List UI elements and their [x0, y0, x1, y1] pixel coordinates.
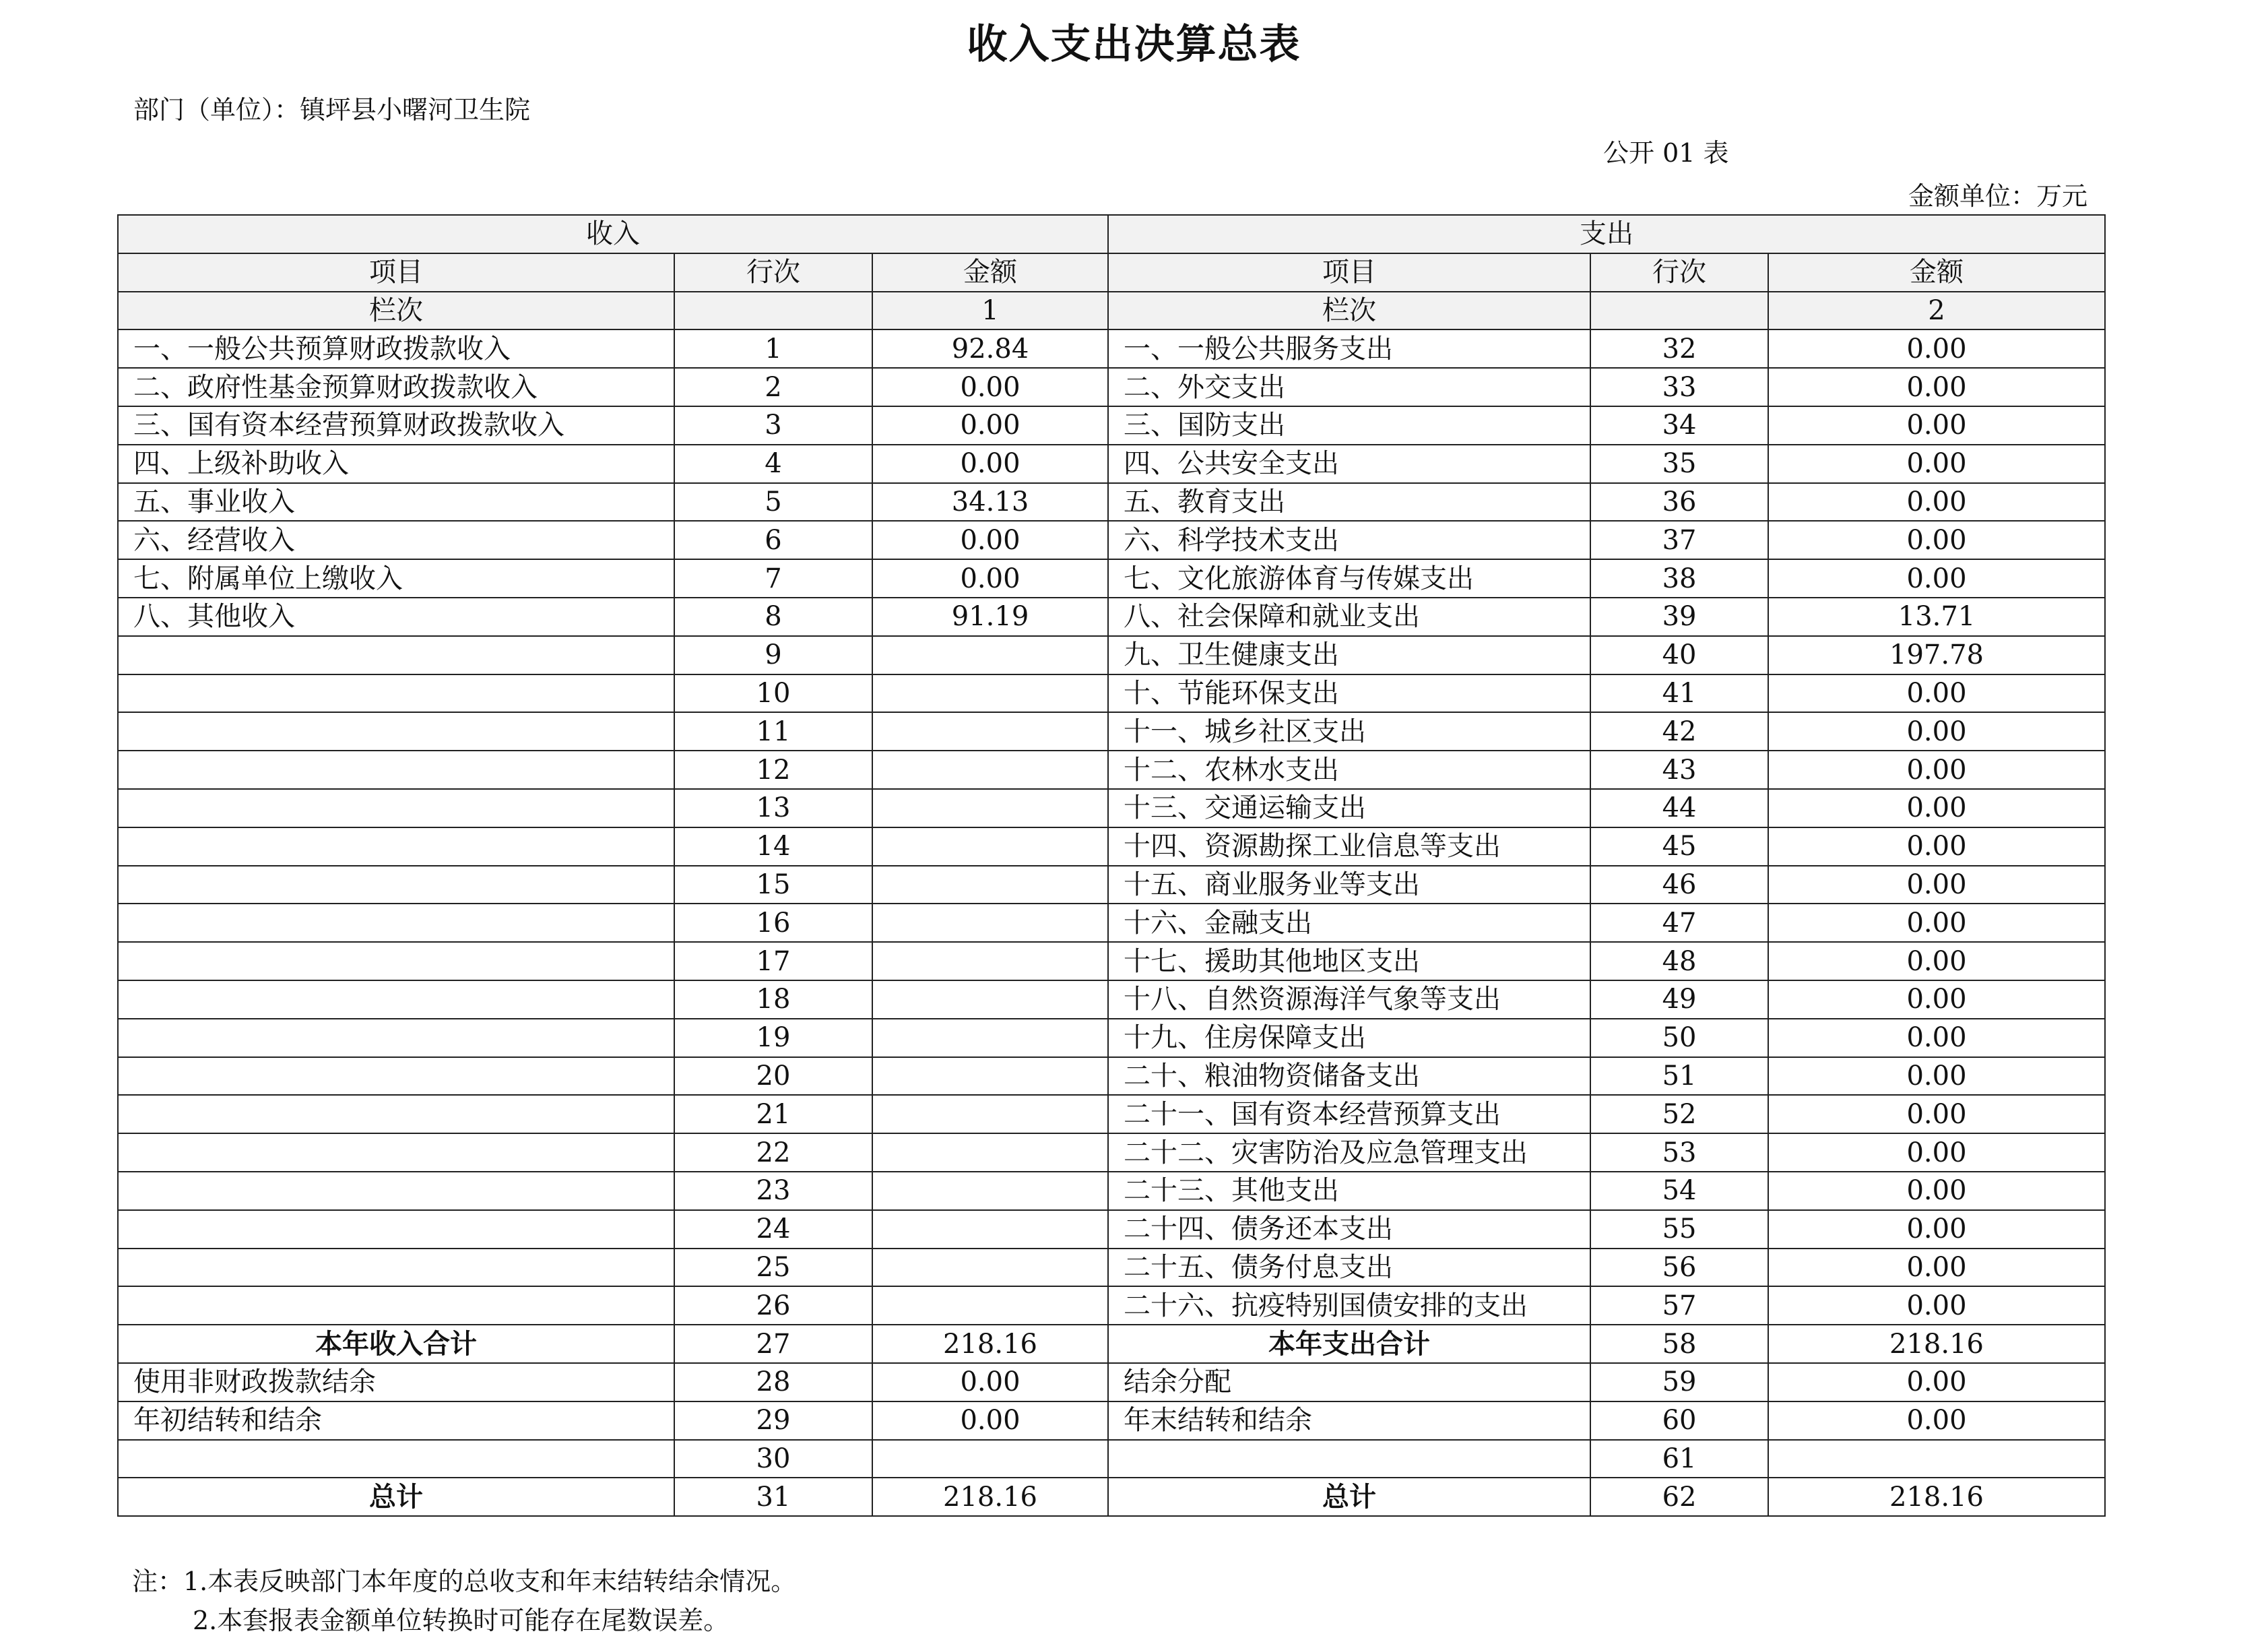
income-item-cell — [118, 1057, 674, 1096]
table-row — [118, 483, 2105, 522]
income-amount-cell: 0.00 — [872, 1363, 1108, 1401]
income-amount-cell — [872, 1249, 1108, 1287]
expense-line-cell: 45 — [1590, 827, 1768, 866]
expense-item-cell: 二十四、债务还本支出 — [1108, 1210, 1590, 1249]
expense-amount-cell: 0.00 — [1768, 1401, 2105, 1440]
expense-amount-cell: 0.00 — [1768, 1210, 2105, 1249]
expense-line-header: 行次 — [1590, 253, 1768, 292]
income-amount-cell: 0.00 — [872, 1401, 1108, 1440]
table-row — [118, 598, 2105, 636]
expense-line-cell: 43 — [1590, 751, 1768, 789]
income-line-cell: 25 — [674, 1249, 872, 1287]
table-row — [118, 1249, 2105, 1287]
income-line-cell: 28 — [674, 1363, 872, 1401]
expense-line-cell: 44 — [1590, 789, 1768, 827]
income-item-cell — [118, 674, 674, 713]
income-line-cell: 24 — [674, 1210, 872, 1249]
income-item-cell: 总计 — [118, 1478, 674, 1516]
income-amount-cell: 34.13 — [872, 483, 1108, 522]
income-amount-cell — [872, 827, 1108, 866]
expense-line-cell: 62 — [1590, 1478, 1768, 1516]
income-line-cell: 27 — [674, 1325, 872, 1363]
income-line-cell: 1 — [674, 329, 872, 368]
expense-amount-cell: 0.00 — [1768, 1363, 2105, 1401]
expense-line-cell: 41 — [1590, 674, 1768, 713]
table-row — [118, 445, 2105, 483]
income-line-cell: 19 — [674, 1019, 872, 1057]
expense-line-cell: 60 — [1590, 1401, 1768, 1440]
income-amount-cell — [872, 866, 1108, 904]
income-item-cell — [118, 1440, 674, 1478]
expense-amount-cell: 0.00 — [1768, 521, 2105, 559]
table-row — [118, 1210, 2105, 1249]
table-row — [118, 1095, 2105, 1133]
income-amount-cell — [872, 636, 1108, 674]
income-item-cell — [118, 1249, 674, 1287]
income-line-cell: 12 — [674, 751, 872, 789]
expense-line-cell: 56 — [1590, 1249, 1768, 1287]
expense-amount-cell: 218.16 — [1768, 1325, 2105, 1363]
expense-line-cell: 49 — [1590, 980, 1768, 1019]
expense-item-cell: 五、教育支出 — [1108, 483, 1590, 522]
income-line-cell: 23 — [674, 1172, 872, 1210]
income-amount-cell: 0.00 — [872, 559, 1108, 598]
income-line-cell: 21 — [674, 1095, 872, 1133]
expense-item-header: 项目 — [1108, 253, 1590, 292]
expense-item-cell — [1108, 1440, 1590, 1478]
expense-line-cell: 54 — [1590, 1172, 1768, 1210]
table-row — [118, 1440, 2105, 1478]
income-item-cell — [118, 1095, 674, 1133]
income-item-cell: 四、上级补助收入 — [118, 445, 674, 483]
expense-line-cell: 52 — [1590, 1095, 1768, 1133]
form-number: 公开 01 表 — [1603, 138, 1729, 168]
table-row — [118, 1172, 2105, 1210]
expense-amount-cell: 0.00 — [1768, 712, 2105, 751]
expense-amount-cell: 0.00 — [1768, 445, 2105, 483]
expense-item-cell: 二十、粮油物资储备支出 — [1108, 1057, 1590, 1096]
income-item-cell: 三、国有资本经营预算财政拨款收入 — [118, 406, 674, 445]
income-line-cell: 20 — [674, 1057, 872, 1096]
expense-line-cell: 58 — [1590, 1325, 1768, 1363]
income-amount-cell — [872, 751, 1108, 789]
income-line-cell: 13 — [674, 789, 872, 827]
expense-line-cell: 46 — [1590, 866, 1768, 904]
expense-line-cell: 35 — [1590, 445, 1768, 483]
income-amount-cell — [872, 674, 1108, 713]
income-line-index — [674, 292, 872, 330]
table-row — [118, 942, 2105, 980]
expense-item-cell: 年末结转和结余 — [1108, 1401, 1590, 1440]
expense-line-cell: 40 — [1590, 636, 1768, 674]
income-line-cell: 31 — [674, 1478, 872, 1516]
income-amount-header: 金额 — [872, 253, 1108, 292]
expense-amount-cell: 0.00 — [1768, 942, 2105, 980]
expense-line-cell: 39 — [1590, 598, 1768, 636]
income-item-cell: 七、附属单位上缴收入 — [118, 559, 674, 598]
income-line-cell: 8 — [674, 598, 872, 636]
expense-amount-cell: 0.00 — [1768, 674, 2105, 713]
expense-amount-cell: 0.00 — [1768, 980, 2105, 1019]
income-item-cell: 使用非财政拨款结余 — [118, 1363, 674, 1401]
income-line-cell: 3 — [674, 406, 872, 445]
page-title: 收入支出决算总表 — [967, 21, 1301, 68]
income-line-cell: 4 — [674, 445, 872, 483]
income-line-cell: 17 — [674, 942, 872, 980]
table-row — [118, 521, 2105, 559]
income-line-cell: 14 — [674, 827, 872, 866]
expense-amount-cell: 0.00 — [1768, 1286, 2105, 1325]
income-item-cell — [118, 866, 674, 904]
income-expense-table — [117, 214, 2106, 1517]
expense-line-cell: 53 — [1590, 1133, 1768, 1172]
expense-amount-cell: 0.00 — [1768, 1057, 2105, 1096]
expense-line-cell: 61 — [1590, 1440, 1768, 1478]
expense-item-cell: 十五、商业服务业等支出 — [1108, 866, 1590, 904]
expense-line-cell: 48 — [1590, 942, 1768, 980]
income-amount-cell — [872, 1210, 1108, 1249]
income-amount-cell: 0.00 — [872, 368, 1108, 406]
income-line-cell: 5 — [674, 483, 872, 522]
expense-column-number: 2 — [1768, 292, 2105, 330]
income-amount-cell: 0.00 — [872, 521, 1108, 559]
header-row-columns — [118, 253, 2105, 292]
expense-amount-cell: 0.00 — [1768, 866, 2105, 904]
income-line-cell: 29 — [674, 1401, 872, 1440]
total-row — [118, 1478, 2105, 1516]
expense-item-cell: 十、节能环保支出 — [1108, 674, 1590, 713]
table-row — [118, 789, 2105, 827]
income-line-cell: 26 — [674, 1286, 872, 1325]
expense-line-cell: 37 — [1590, 521, 1768, 559]
expense-item-cell: 二十六、抗疫特别国债安排的支出 — [1108, 1286, 1590, 1325]
expense-line-cell: 47 — [1590, 904, 1768, 942]
income-amount-cell — [872, 789, 1108, 827]
expense-amount-cell: 0.00 — [1768, 483, 2105, 522]
income-line-cell: 10 — [674, 674, 872, 713]
income-amount-cell — [872, 1286, 1108, 1325]
income-line-cell: 22 — [674, 1133, 872, 1172]
income-item-cell — [118, 1286, 674, 1325]
expense-amount-cell: 0.00 — [1768, 329, 2105, 368]
table-row — [118, 712, 2105, 751]
income-item-cell: 本年收入合计 — [118, 1325, 674, 1363]
expense-line-index — [1590, 292, 1768, 330]
table-row — [118, 1286, 2105, 1325]
income-line-cell: 9 — [674, 636, 872, 674]
income-amount-cell — [872, 1172, 1108, 1210]
income-amount-cell — [872, 980, 1108, 1019]
expense-line-cell: 57 — [1590, 1286, 1768, 1325]
income-item-cell — [118, 980, 674, 1019]
expense-item-cell: 二十三、其他支出 — [1108, 1172, 1590, 1210]
expense-item-cell: 二十一、国有资本经营预算支出 — [1108, 1095, 1590, 1133]
expense-item-cell: 三、国防支出 — [1108, 406, 1590, 445]
table-row — [118, 1133, 2105, 1172]
expense-item-cell: 二十五、债务付息支出 — [1108, 1249, 1590, 1287]
expense-amount-cell: 0.00 — [1768, 1133, 2105, 1172]
expense-amount-cell: 0.00 — [1768, 1172, 2105, 1210]
income-item-cell: 一、一般公共预算财政拨款收入 — [118, 329, 674, 368]
table-row — [118, 904, 2105, 942]
expense-section-header: 支出 — [1108, 215, 2105, 253]
table-row — [118, 1057, 2105, 1096]
income-line-cell: 15 — [674, 866, 872, 904]
expense-amount-cell: 0.00 — [1768, 751, 2105, 789]
table-row — [118, 1401, 2105, 1440]
income-amount-cell — [872, 942, 1108, 980]
income-line-cell: 11 — [674, 712, 872, 751]
expense-item-cell: 十八、自然资源海洋气象等支出 — [1108, 980, 1590, 1019]
income-item-cell — [118, 1133, 674, 1172]
income-amount-cell: 92.84 — [872, 329, 1108, 368]
expense-amount-cell: 0.00 — [1768, 1019, 2105, 1057]
expense-item-cell: 二十二、灾害防治及应急管理支出 — [1108, 1133, 1590, 1172]
expense-line-cell: 50 — [1590, 1019, 1768, 1057]
expense-item-cell: 十九、住房保障支出 — [1108, 1019, 1590, 1057]
expense-line-cell: 55 — [1590, 1210, 1768, 1249]
table-row — [118, 1019, 2105, 1057]
expense-amount-cell: 218.16 — [1768, 1478, 2105, 1516]
income-amount-cell — [872, 1095, 1108, 1133]
expense-line-cell: 51 — [1590, 1057, 1768, 1096]
income-amount-cell — [872, 1133, 1108, 1172]
expense-item-cell: 十一、城乡社区支出 — [1108, 712, 1590, 751]
expense-line-cell: 33 — [1590, 368, 1768, 406]
expense-amount-cell: 0.00 — [1768, 789, 2105, 827]
income-amount-cell: 0.00 — [872, 445, 1108, 483]
expense-amount-header: 金额 — [1768, 253, 2105, 292]
income-item-cell — [118, 904, 674, 942]
expense-line-cell: 36 — [1590, 483, 1768, 522]
expense-item-cell: 总计 — [1108, 1478, 1590, 1516]
subtotal-row — [118, 1325, 2105, 1363]
income-amount-cell — [872, 1057, 1108, 1096]
income-item-cell — [118, 789, 674, 827]
expense-item-cell: 十二、农林水支出 — [1108, 751, 1590, 789]
note-1: 注：1.本表反映部门本年度的总收支和年末结转结余情况。 — [132, 1567, 797, 1596]
header-row-sections — [118, 215, 2105, 253]
expense-amount-cell — [1768, 1440, 2105, 1478]
income-column-label: 栏次 — [118, 292, 674, 330]
income-item-header: 项目 — [118, 253, 674, 292]
expense-line-cell: 42 — [1590, 712, 1768, 751]
table-row — [118, 1363, 2105, 1401]
expense-amount-cell: 0.00 — [1768, 904, 2105, 942]
table-row — [118, 866, 2105, 904]
table-row — [118, 329, 2105, 368]
income-line-cell: 16 — [674, 904, 872, 942]
income-item-cell: 五、事业收入 — [118, 483, 674, 522]
table-row — [118, 751, 2105, 789]
income-amount-cell: 0.00 — [872, 406, 1108, 445]
expense-line-cell: 32 — [1590, 329, 1768, 368]
income-line-cell: 30 — [674, 1440, 872, 1478]
expense-amount-cell: 0.00 — [1768, 827, 2105, 866]
expense-item-cell: 十七、援助其他地区支出 — [1108, 942, 1590, 980]
expense-amount-cell: 0.00 — [1768, 406, 2105, 445]
income-item-cell: 二、政府性基金预算财政拨款收入 — [118, 368, 674, 406]
income-item-cell — [118, 1210, 674, 1249]
expense-column-label: 栏次 — [1108, 292, 1590, 330]
expense-item-cell: 十四、资源勘探工业信息等支出 — [1108, 827, 1590, 866]
table-row — [118, 636, 2105, 674]
income-item-cell: 年初结转和结余 — [118, 1401, 674, 1440]
amount-unit: 金额单位：万元 — [1908, 181, 2087, 211]
income-item-cell: 六、经营收入 — [118, 521, 674, 559]
income-line-cell: 2 — [674, 368, 872, 406]
expense-item-cell: 七、文化旅游体育与传媒支出 — [1108, 559, 1590, 598]
income-item-cell — [118, 751, 674, 789]
table-row — [118, 674, 2105, 713]
note-2: 2.本套报表金额单位转换时可能存在尾数误差。 — [193, 1606, 730, 1635]
income-amount-cell: 218.16 — [872, 1325, 1108, 1363]
income-amount-cell: 218.16 — [872, 1478, 1108, 1516]
income-column-number: 1 — [872, 292, 1108, 330]
table-row — [118, 980, 2105, 1019]
expense-item-cell: 四、公共安全支出 — [1108, 445, 1590, 483]
income-line-cell: 7 — [674, 559, 872, 598]
income-line-cell: 18 — [674, 980, 872, 1019]
table-row — [118, 559, 2105, 598]
income-amount-cell: 91.19 — [872, 598, 1108, 636]
income-item-cell — [118, 827, 674, 866]
table-row — [118, 368, 2105, 406]
expense-item-cell: 九、卫生健康支出 — [1108, 636, 1590, 674]
income-amount-cell — [872, 712, 1108, 751]
expense-item-cell: 十六、金融支出 — [1108, 904, 1590, 942]
income-item-cell — [118, 1172, 674, 1210]
expense-item-cell: 十三、交通运输支出 — [1108, 789, 1590, 827]
income-item-cell: 八、其他收入 — [118, 598, 674, 636]
income-amount-cell — [872, 1440, 1108, 1478]
table-row — [118, 406, 2105, 445]
income-item-cell — [118, 942, 674, 980]
income-amount-cell — [872, 904, 1108, 942]
expense-amount-cell: 0.00 — [1768, 368, 2105, 406]
income-line-cell: 6 — [674, 521, 872, 559]
expense-amount-cell: 0.00 — [1768, 1095, 2105, 1133]
income-item-cell — [118, 636, 674, 674]
income-line-header: 行次 — [674, 253, 872, 292]
expense-item-cell: 六、科学技术支出 — [1108, 521, 1590, 559]
income-item-cell — [118, 1019, 674, 1057]
expense-amount-cell: 13.71 — [1768, 598, 2105, 636]
expense-amount-cell: 0.00 — [1768, 1249, 2105, 1287]
expense-item-cell: 八、社会保障和就业支出 — [1108, 598, 1590, 636]
expense-item-cell: 本年支出合计 — [1108, 1325, 1590, 1363]
expense-item-cell: 一、一般公共服务支出 — [1108, 329, 1590, 368]
income-item-cell — [118, 712, 674, 751]
expense-amount-cell: 197.78 — [1768, 636, 2105, 674]
income-section-header: 收入 — [118, 215, 1108, 253]
notes — [132, 1562, 796, 1640]
header-row-column-index — [118, 292, 2105, 330]
department-label: 部门（单位）：镇坪县小曙河卫生院 — [133, 95, 531, 125]
expense-item-cell: 结余分配 — [1108, 1363, 1590, 1401]
table-row — [118, 827, 2105, 866]
expense-line-cell: 34 — [1590, 406, 1768, 445]
expense-line-cell: 59 — [1590, 1363, 1768, 1401]
expense-line-cell: 38 — [1590, 559, 1768, 598]
expense-item-cell: 二、外交支出 — [1108, 368, 1590, 406]
income-amount-cell — [872, 1019, 1108, 1057]
expense-amount-cell: 0.00 — [1768, 559, 2105, 598]
